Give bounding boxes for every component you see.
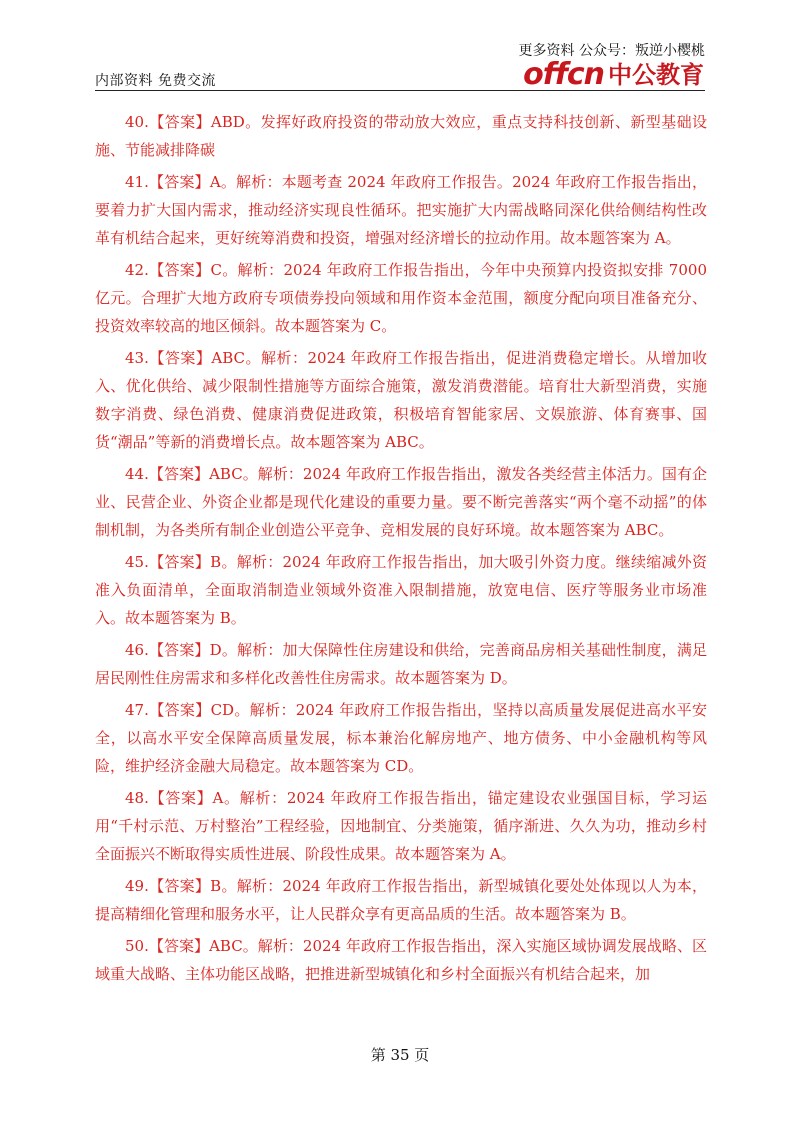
- page-number: 第 35 页: [370, 1046, 430, 1064]
- logo-en: offcn: [523, 57, 604, 92]
- logo-cn: 中公教育: [608, 61, 704, 89]
- answer-item-46: 46.【答案】D。解析：加大保障性住房建设和供给，完善商品房相关基础性制度，满足居民刚性住房需求和多样化改善性住房需求。故本题答案为 D。: [95, 641, 707, 687]
- header-promo-text: 更多资料 公众号：叛逆小樱桃: [518, 43, 705, 59]
- answer-item-47: 47.【答案】CD。解析：2024 年政府工作报告指出，坚持以高质量发展促进高水平安全，以高水平安全保障高质量发展，标本兼治化解房地产、地方债务、中小金融机构等风险，维护经济金融大局稳定。故本题答案为 CD。: [95, 701, 707, 775]
- answer-item-44: 44.【答案】ABC。解析：2024 年政府工作报告指出，激发各类经营主体活力。国有企业、民营企业、外资企业都是现代化建设的重要力量。要不断完善落实“两个毫不动摇”的体制机制，为各类所有制企业创造公平竞争、竞相发展的良好环境。故本题答案为 ABC。: [95, 465, 707, 539]
- answer-item-43: 43.【答案】ABC。解析：2024 年政府工作报告指出，促进消费稳定增长。从增加收入、优化供给、减少限制性措施等方面综合施策，激发消费潜能。培育壮大新型消费，实施数字消费、绿色消费、健康消费促进政策，积极培育智能家居、文娱旅游、体育赛事、国货“潮品”等新的消费增长点。故本题答案为 ABC。: [95, 349, 707, 451]
- offcn-logo: [523, 57, 704, 92]
- answer-item-41: 41.【答案】A。解析：本题考查 2024 年政府工作报告。2024 年政府工作报告指出，要着力扩大国内需求，推动经济实现良性循环。把实施扩大内需战略同深化供给侧结构性改革有机结合起来，更好统筹消费和投资，增强对经济增长的拉动作用。故本题答案为 A。: [95, 173, 707, 247]
- header-label: 内部资料 免费交流: [95, 73, 216, 89]
- answer-item-45: 45.【答案】B。解析：2024 年政府工作报告指出，加大吸引外资力度。继续缩减外资准入负面清单，全面取消制造业领域外资准入限制措施，放宽电信、医疗等服务业市场准入。故本题答案为 B。: [95, 553, 707, 627]
- answer-list: [95, 108, 707, 992]
- answer-item-48: 48.【答案】A。解析：2024 年政府工作报告指出，锚定建设农业强国目标，学习运用“千村示范、万村整治”工程经验，因地制宜、分类施策，循序渐进、久久为功，推动乡村全面振兴不断取得实质性进展、阶段性成果。故本题答案为 A。: [95, 789, 707, 863]
- answer-item-50: 50.【答案】ABC。解析：2024 年政府工作报告指出，深入实施区域协调发展战略、区域重大战略、主体功能区战略，把推进新型城镇化和乡村全面振兴有机结合起来，加: [95, 937, 707, 983]
- answer-item-42: 42.【答案】C。解析：2024 年政府工作报告指出，今年中央预算内投资拟安排 7000 亿元。合理扩大地方政府专项债券投向领域和用作资本金范围，额度分配向项目准备充分、投资效率较高的地区倾斜。故本题答案为 C。: [95, 261, 707, 335]
- header-divider: [95, 90, 705, 91]
- answer-item-49: 49.【答案】B。解析：2024 年政府工作报告指出，新型城镇化要处处体现以人为本，提高精细化管理和服务水平，让人民群众享有更高品质的生活。故本题答案为 B。: [95, 877, 707, 923]
- answer-item-40: 40.【答案】ABD。发挥好政府投资的带动放大效应，重点支持科技创新、新型基础设施、节能减排降碳: [95, 113, 707, 159]
